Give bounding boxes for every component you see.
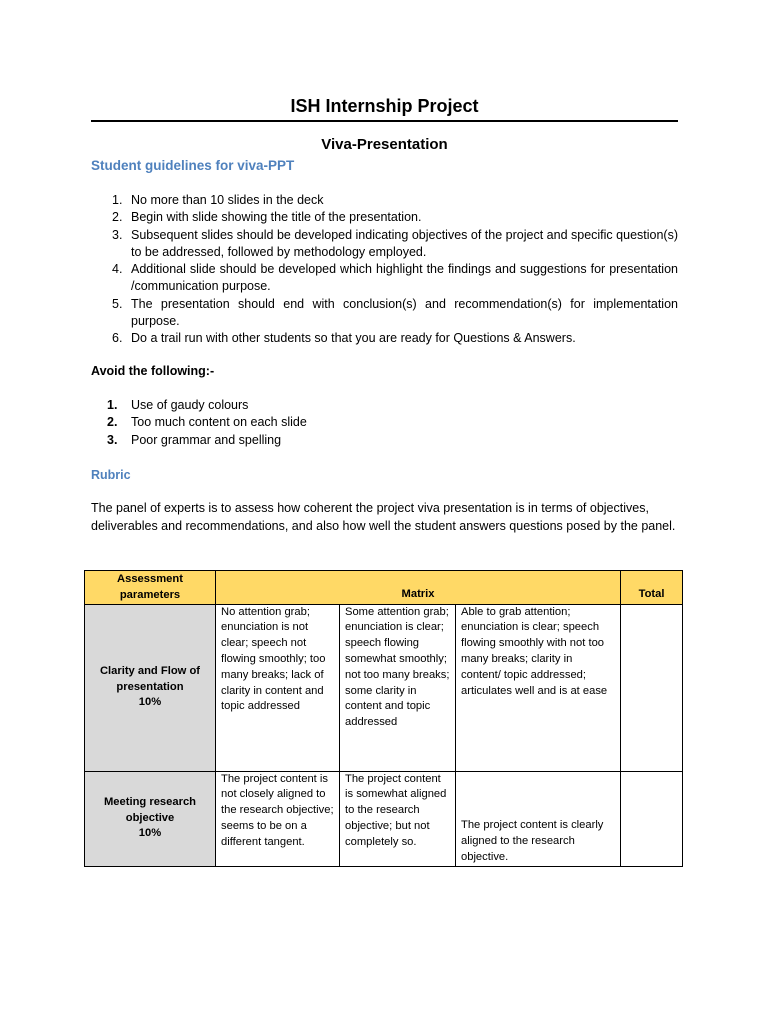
table-header-row: [85, 571, 683, 605]
guidelines-heading: Student guidelines for viva-PPT: [91, 158, 295, 173]
list-item-text: Poor grammar and spelling: [131, 432, 282, 447]
header-total: Total: [621, 571, 683, 605]
avoid-list: [91, 397, 678, 449]
list-item: [91, 227, 678, 262]
level-2-cell: Some attention grab; enunciation is clear; speech flowing somewhat smoothly; not too many breaks; some clarity in content and topic addressed: [340, 604, 456, 771]
list-item-text: Additional slide should be developed which highlight the findings and suggestions for presentation /communication purpose.: [131, 262, 678, 294]
list-item-text: Use of gaudy colours: [131, 398, 249, 412]
list-item-number: 5.: [112, 296, 123, 311]
list-item-text: Subsequent slides should be developed indicating objectives of the project and specific question(s) to be addressed, followed by methodology employed.: [131, 227, 678, 259]
list-item: [91, 330, 678, 347]
list-item-text: No more than 10 slides in the deck: [131, 193, 324, 207]
list-item-text: Begin with slide showing the title of the presentation.: [131, 210, 422, 225]
guidelines-list: [91, 192, 678, 348]
document-title: ISH Internship Project: [290, 96, 479, 116]
level-1-cell: The project content is not closely aligned to the research objective; seems to be on a different tangent.: [216, 771, 340, 866]
list-item-number: 2.: [112, 210, 123, 225]
rubric-table: [84, 570, 683, 867]
list-item-text: Do a trail run with other students so that you are ready for Questions & Answers.: [131, 331, 576, 346]
list-item-number: 6.: [112, 331, 123, 346]
level-3-cell: The project content is clearly aligned to the research objective.: [456, 771, 621, 866]
list-item-text: The presentation should end with conclusion(s) and recommendation(s) for implementation purpose.: [131, 296, 678, 329]
document-subtitle: Viva-Presentation: [321, 136, 448, 153]
list-item-number: 3.: [112, 227, 123, 242]
header-assessment-parameters: Assessment parameters: [85, 571, 216, 605]
list-item-text: Too much content on each slide: [131, 415, 307, 430]
list-item: [91, 261, 678, 296]
rubric-intro-paragraph: The panel of experts is to assess how coherent the project viva presentation is in terms of objectives, deliverables and recommendations, and also how well the student answers questions posed by the panel.: [91, 501, 676, 533]
list-item: [91, 209, 678, 226]
level-1-cell: No attention grab; enunciation is not clear; speech not flowing smoothly; too many breaks; lack of clarity in content and topic addressed: [216, 604, 340, 771]
avoid-heading: Avoid the following:-: [91, 364, 215, 378]
parameter-weight: 10%: [138, 696, 162, 709]
list-item-number: 4.: [112, 262, 123, 277]
list-item: [91, 296, 678, 331]
list-item-number: 1.: [107, 398, 118, 412]
list-item: [91, 397, 678, 414]
parameter-cell: [85, 771, 216, 866]
list-item-number: 3.: [107, 432, 118, 447]
list-item: [91, 432, 678, 449]
parameter-cell: [85, 604, 216, 771]
list-item-number: 1.: [112, 193, 123, 207]
list-item: [91, 414, 678, 431]
total-cell: [621, 604, 683, 771]
rubric-heading: Rubric: [91, 468, 131, 482]
table-row: [85, 771, 683, 866]
total-cell: [621, 771, 683, 866]
title-divider: [91, 120, 678, 122]
parameter-weight: 10%: [138, 827, 162, 840]
header-matrix: Matrix: [216, 571, 621, 605]
parameter-name: Meeting research objective: [103, 795, 197, 824]
table-row: [85, 604, 683, 771]
level-3-cell: Able to grab attention; enunciation is clear; speech flowing smoothly with not too many breaks; clarity in content/ topic addressed; articulates well and is at ease: [456, 604, 621, 771]
list-item-number: 2.: [107, 415, 118, 430]
list-item: [91, 192, 678, 209]
parameter-name: Clarity and Flow of presentation: [99, 664, 201, 693]
level-2-cell: The project content is somewhat aligned to the research objective; but not completely so.: [340, 771, 456, 866]
